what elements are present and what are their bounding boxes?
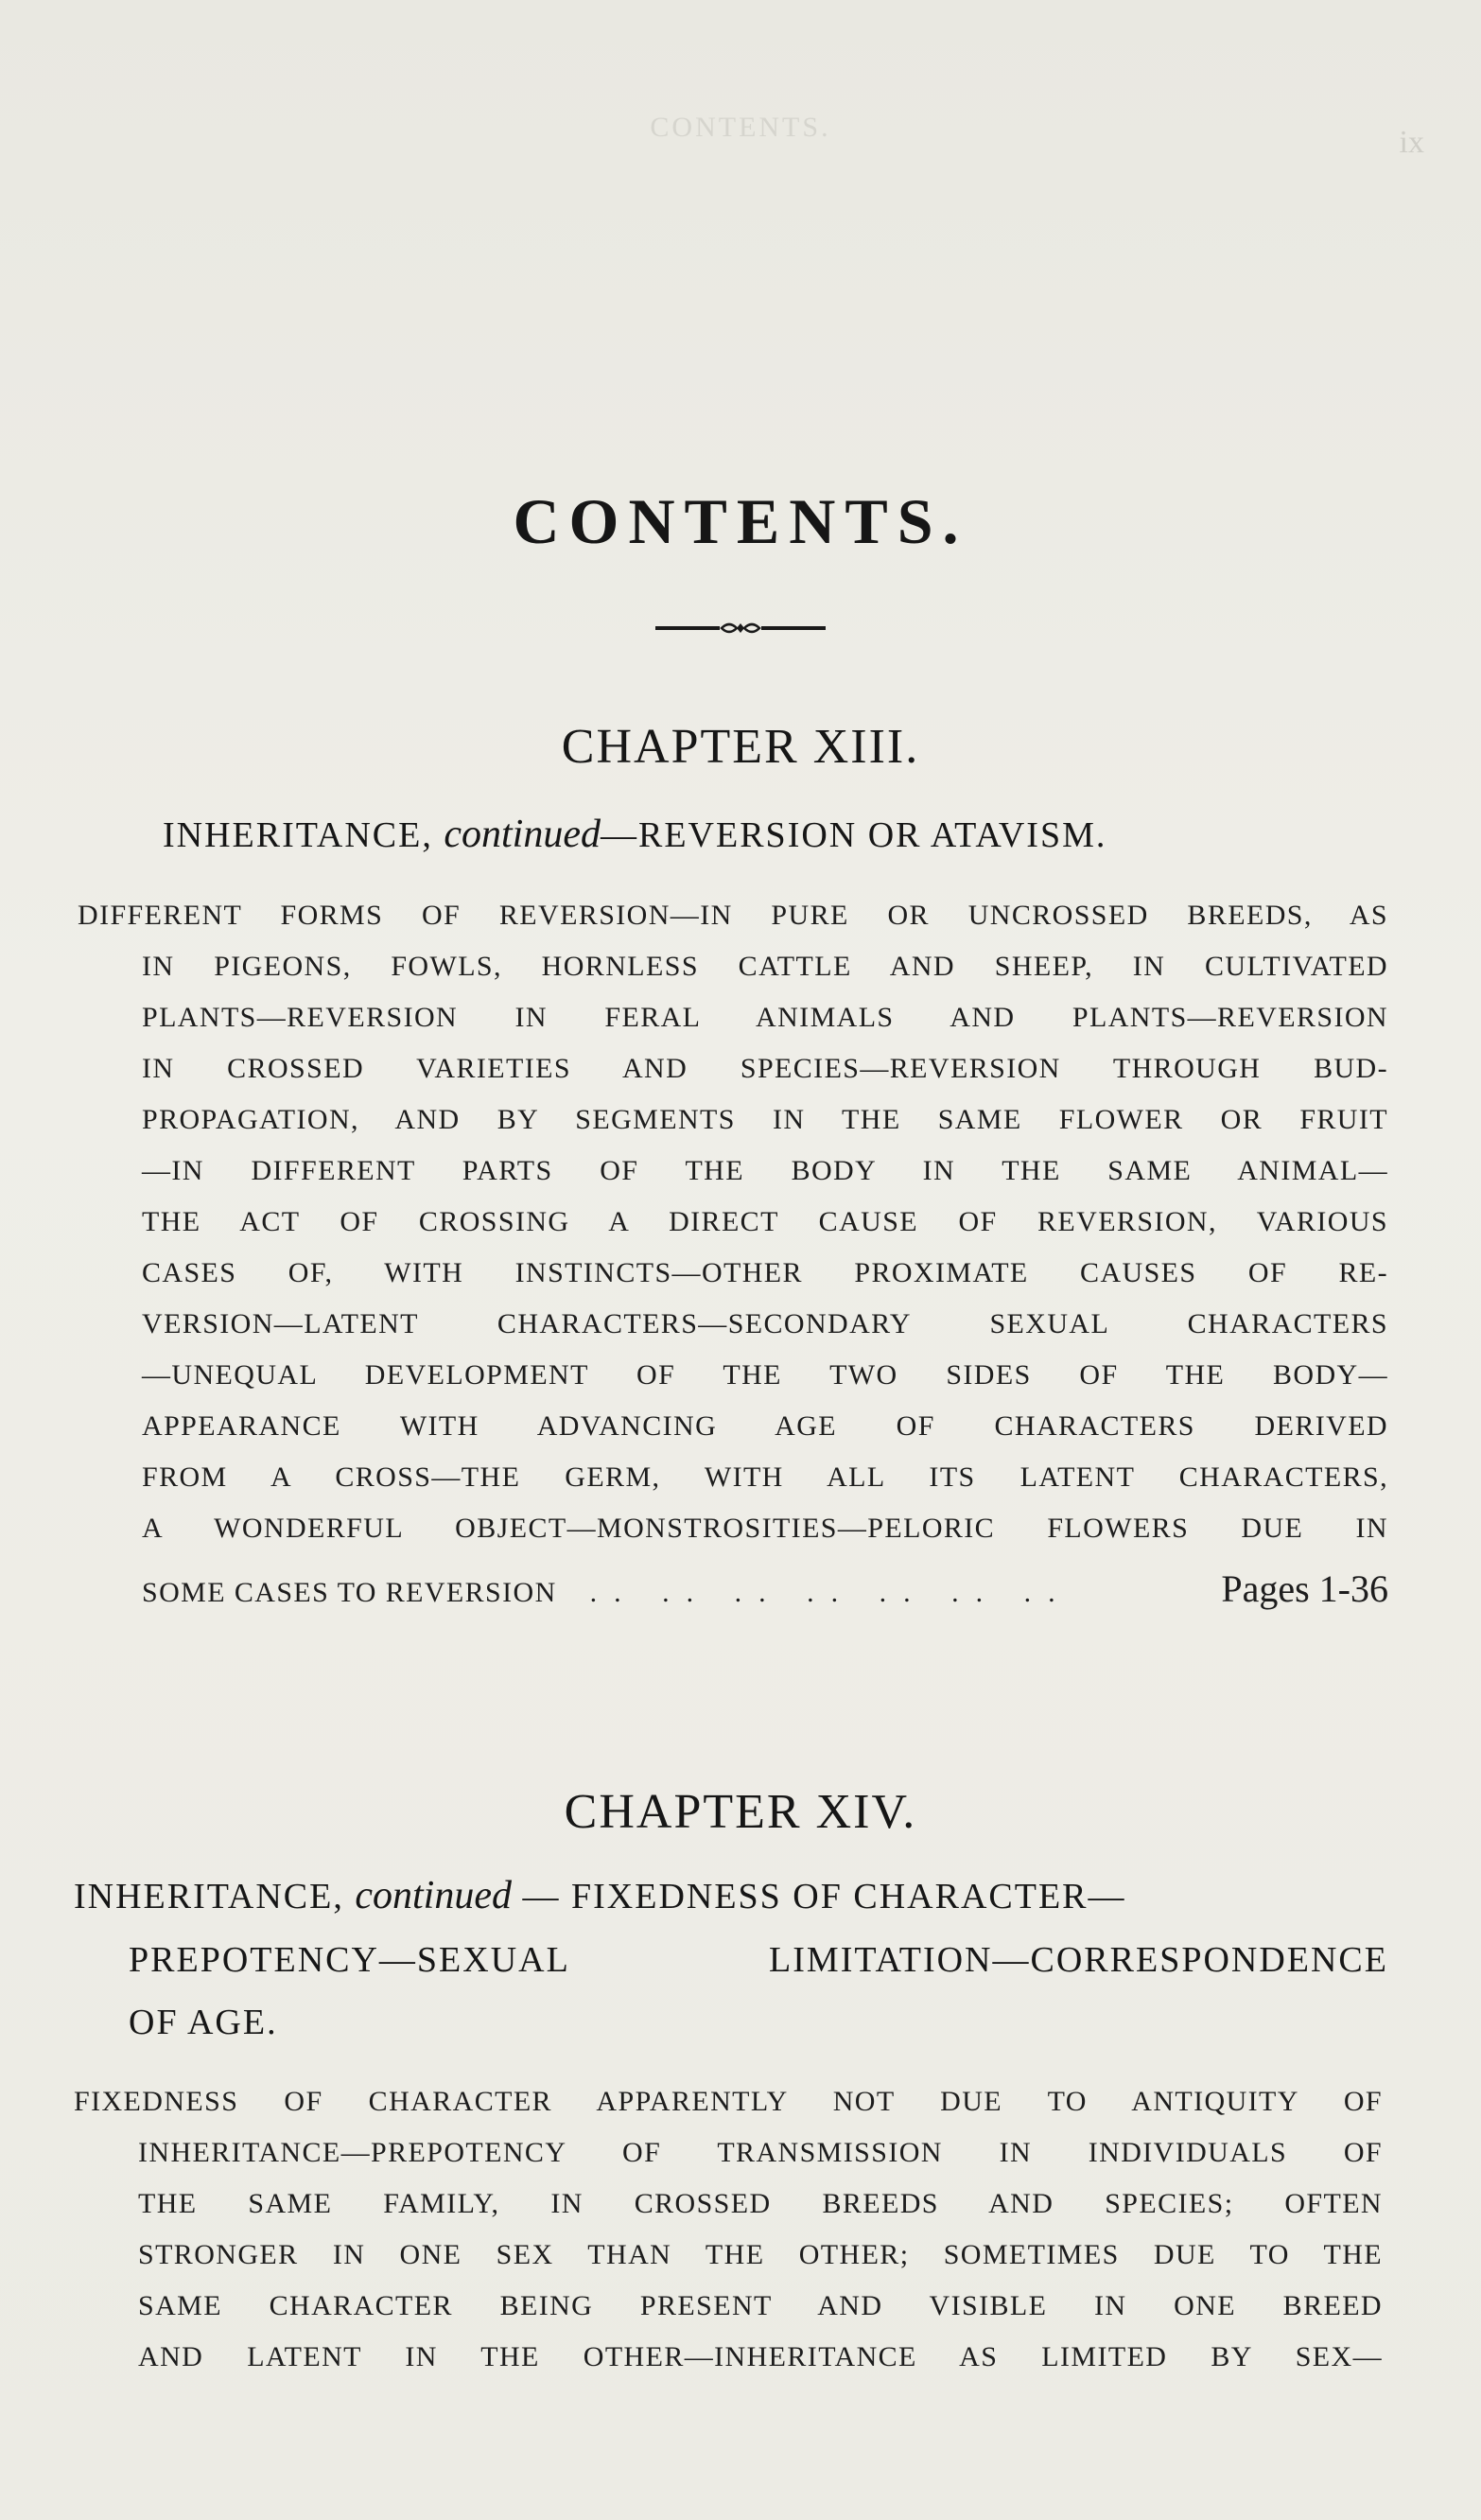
running-head: CONTENTS. [650,112,831,143]
subtitle-text: INHERITANCE, [163,815,444,855]
summary-line: SOME CASES TO REVERSION [142,1577,557,1608]
summary-line: PROPAGATION, AND BY SEGMENTS IN THE SAME FLOWER OR FRUIT [142,1104,1388,1135]
chapter-heading: CHAPTER XIV. [564,1785,917,1839]
summary-line: APPEARANCE WITH ADVANCING AGE OF CHARACTERS DERIVED [142,1410,1388,1442]
summary-line: THE SAME FAMILY, IN CROSSED BREEDS AND SPECIES; OFTEN [138,2188,1383,2219]
leader-dots: .. .. .. .. .. .. .. [589,1577,1072,1608]
summary-line: INHERITANCE—PREPOTENCY OF TRANSMISSION IN INDIVIDUALS OF [138,2137,1383,2168]
summary-line: PLANTS—REVERSION IN FERAL ANIMALS AND PLANTS—REVERSION [142,1002,1388,1033]
page-range: Pages 1-36 [1221,1567,1388,1610]
summary-line: AND LATENT IN THE OTHER—INHERITANCE AS LIMITED BY SEX— [138,2341,1383,2372]
summary-line: FIXEDNESS OF CHARACTER APPARENTLY NOT DUE TO ANTIQUITY OF [74,2086,1383,2117]
subtitle-italic: continued [355,1874,512,1917]
summary-line: IN PIGEONS, FOWLS, HORNLESS CATTLE AND SHEEP, IN CULTIVATED [142,951,1388,982]
summary-line: IN CROSSED VARIETIES AND SPECIES—REVERSION THROUGH BUD- [142,1053,1388,1084]
summary-line: THE ACT OF CROSSING A DIRECT CAUSE OF REVERSION, VARIOUS [142,1206,1388,1237]
page-number: ix [1399,125,1424,160]
summary-line: —UNEQUAL DEVELOPMENT OF THE TWO SIDES OF THE BODY— [142,1359,1388,1391]
summary-line: FROM A CROSS—THE GERM, WITH ALL ITS LATENT CHARACTERS, [142,1461,1388,1493]
subtitle-text: INHERITANCE, [74,1877,356,1916]
page-title: CONTENTS. [513,485,968,557]
summary-line: DIFFERENT FORMS OF REVERSION—IN PURE OR UNCROSSED BREEDS, AS [78,900,1388,931]
chapter-subtitle-line: PREPOTENCY—SEXUAL LIMITATION—CORRESPONDENCE [129,1940,1388,1980]
summary-line: CASES OF, WITH INSTINCTS—OTHER PROXIMATE CAUSES OF RE- [142,1257,1388,1288]
summary-line: —IN DIFFERENT PARTS OF THE BODY IN THE SAME ANIMAL— [142,1155,1388,1186]
summary-line: STRONGER IN ONE SEX THAN THE OTHER; SOMETIMES DUE TO THE [138,2239,1383,2270]
summary-line: A WONDERFUL OBJECT—MONSTROSITIES—PELORIC FLOWERS DUE IN [142,1513,1388,1544]
subtitle-text: — FIXEDNESS OF CHARACTER— [512,1877,1126,1916]
chapter-heading: CHAPTER XIII. [561,720,920,774]
subtitle-text: —REVERSION OR ATAVISM. [601,815,1107,855]
subtitle-italic: continued [444,813,601,856]
chapter-subtitle-line: OF AGE. [129,2003,278,2042]
summary-line: VERSION—LATENT CHARACTERS—SECONDARY SEXUAL CHARACTERS [142,1308,1388,1339]
summary-line: SAME CHARACTER BEING PRESENT AND VISIBLE IN ONE BREED [138,2290,1383,2321]
